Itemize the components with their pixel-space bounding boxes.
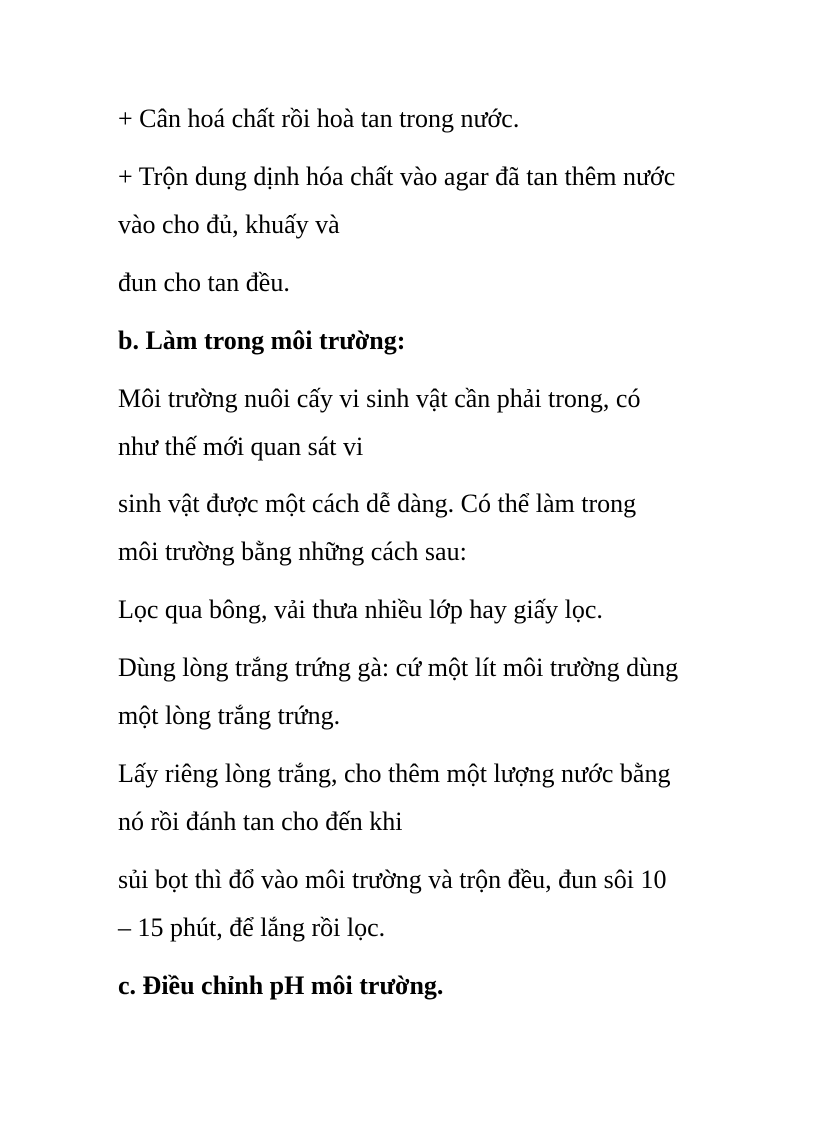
text-line: sinh vật được một cách dễ dàng. Có thể làm trong <box>118 489 637 518</box>
text-line: sủi bọt thì đổ vào môi trường và trộn đều, đun sôi 10 <box>118 865 667 894</box>
text-line: – 15 phút, để lắng rồi lọc. <box>118 913 386 942</box>
text-line: như thế mới quan sát vi <box>118 432 364 461</box>
section-heading-b: b. Làm trong môi trường: <box>118 326 406 355</box>
text-line: một lòng trắng trứng. <box>118 701 341 730</box>
text-line: + Cân hoá chất rồi hoà tan trong nước. <box>118 104 520 133</box>
text-line: Môi trường nuôi cấy vi sinh vật cần phải trong, có <box>118 384 641 413</box>
text-line: Lấy riêng lòng trắng, cho thêm một lượng nước bằng <box>118 759 671 788</box>
text-line: môi trường bằng những cách sau: <box>118 537 467 566</box>
section-heading-c: c. Điều chỉnh pH môi trường. <box>118 971 444 1000</box>
text-line: Lọc qua bông, vải thưa nhiều lớp hay giấy lọc. <box>118 595 603 624</box>
text-line: đun cho tan đều. <box>118 268 290 297</box>
text-line: nó rồi đánh tan cho đến khi <box>118 807 403 836</box>
text-line: vào cho đủ, khuấy và <box>118 210 340 239</box>
text-line: + Trộn dung dịnh hóa chất vào agar đã tan thêm nước <box>118 162 676 191</box>
text-line: Dùng lòng trắng trứng gà: cứ một lít môi trường dùng <box>118 653 679 682</box>
